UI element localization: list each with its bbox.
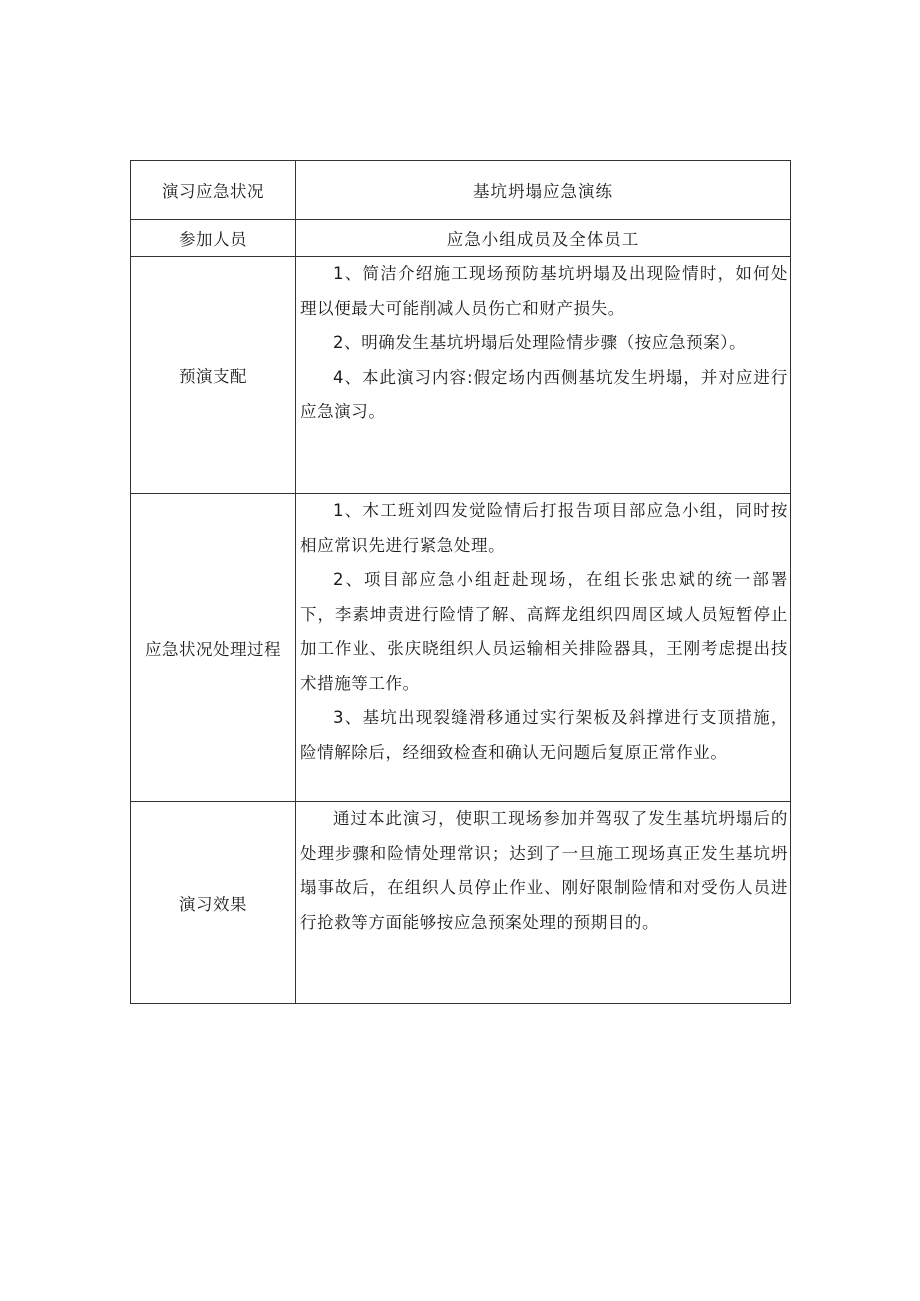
table-row [131,220,791,257]
paragraph: 2、项目部应急小组赶赴现场，在组长张忠斌的统一部署下，李素坤责进行险情了解、高辉龙组织四周区域人员短暂停止加工作业、张庆晓组织人员运输相关排险器具，王刚考虑提出技术措施等工作。 [300,570,788,693]
paragraph: 1、木工班刘四发觉险情后打报告项目部应急小组，同时按相应常识先进行紧急处理。 [300,501,788,555]
paragraph: 3、基坑出现裂缝滑移通过实行架板及斜撑进行支顶措施，险情解除后，经细致检查和确认无问题后复原正常作业。 [300,708,788,762]
table-row [131,161,791,220]
participants-value: 应急小组成员及全体员工 [296,220,791,257]
row-label: 参加人员 [131,220,296,257]
row-label: 应急状况处理过程 [131,494,296,802]
table-row [131,257,791,494]
drill-record-table [130,160,791,1004]
table-row [131,494,791,802]
rehearsal-plan-content [296,257,791,494]
paragraph: 1、简洁介绍施工现场预防基坑坍塌及出现险情时，如何处理以便最大可能削减人员伤亡和财产损失。 [300,264,788,318]
emergency-process-content [296,494,791,802]
paragraph: 2、明确发生基坑坍塌后处理险情步骤（按应急预案）。 [333,333,747,352]
row-label: 演习应急状况 [131,161,296,220]
paragraph: 通过本此演习，使职工现场参加并驾驭了发生基坑坍塌后的处理步骤和险情处理常识；达到了一旦施工现场真正发生基坑坍塌事故后，在组织人员停止作业、刚好限制险情和对受伤人员进行抢救等方面能够按应急预案处理的预期目的。 [300,809,788,932]
drill-effect-content [296,802,791,1004]
row-label: 演习效果 [131,802,296,1004]
row-label: 预演支配 [131,257,296,494]
paragraph: 4、本此演习内容:假定场内西侧基坑发生坍塌，并对应进行应急演习。 [300,367,788,421]
table-row [131,802,791,1004]
drill-scenario-value: 基坑坍塌应急演练 [296,161,791,220]
